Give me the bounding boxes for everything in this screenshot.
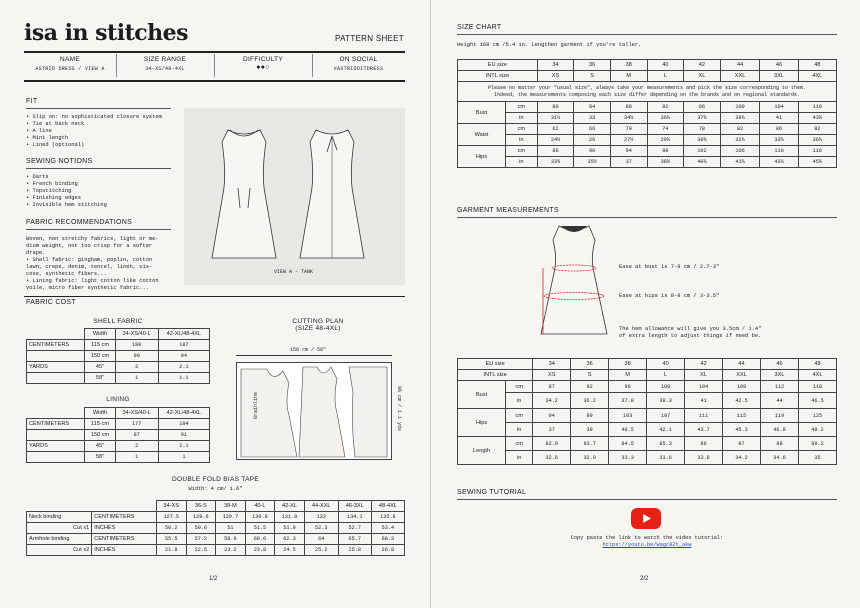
bias-subtitle: Width: 4 cm/ 1.6" — [188, 486, 243, 492]
tutorial-link[interactable]: https://youtu.be/Wagc8Zt_akw — [602, 542, 692, 548]
size-note: Please no matter your "usual size", always take your measurements and pick the size corresponding to them. Indeed, the measurements composing each size differ depending on the brands and on regional standards. — [458, 82, 837, 102]
tutorial-title: SEWING TUTORIAL — [457, 489, 527, 496]
page-number: 2/2 — [640, 576, 649, 582]
garment-illustration — [529, 222, 619, 342]
header-social: ON SOCIAL #ASTRIDDITDRESS — [333, 56, 384, 72]
brand-logo: isa in stitches — [24, 20, 189, 46]
cutting-plan-diagram — [236, 362, 392, 460]
hips-ease-note: Ease at hips is 8-9 cm / 3-3.5" — [619, 293, 720, 299]
lining-table: Width 34-XS/40-L 42-XL/48-4XL CENTIMETERS 115 cm 177 184 150 cm 87 91 YARDS 45" 2 2.1 58" 1 1 — [26, 407, 210, 463]
header-size-range: SIZE RANGE 34-XS/48-4XL — [143, 56, 187, 72]
fabric-cost-title: FABRIC COST — [26, 299, 76, 306]
youtube-play-icon[interactable] — [631, 508, 661, 529]
size-chart-table: EU size 34 36 38 40 42 44 46 48 INTL size XS S M L XL XXL 3XL 4XL Please no matter your "usual size", always take your measurements and pick the size corresponding to them. Indeed, the measurements composing each size differ depending on the brands and on regional standards. Bust cm 80 84 88 92 96 100 104 110 in 31½ 33 34½ 36¼ 37¾ 39¼ 41 43¾ Waist cm 62 66 70 74 78 82 86 92 in 24½ 26 27½ 29¼ 30¾ 32¼ 33¾ 36¼ Hips cm 86 90 94 98 102 106 110 116 in 33¾ 35½ 37 38½ 40¼ 41¾ 43¼ 45¾ — [457, 59, 837, 168]
lining-title: LINING — [106, 396, 130, 403]
fabric-text: Woven, non stretchy fabrics, light or me- dium weight, not too crisp for a softer drape. • Shell fabric: gingham, poplin, cotton lawn, crepe, denim, tencel, linen, vis- cose, synthetic fibers... • Lining fabric: light cotton like cotton voile, micro fiber synthetic fabric... — [26, 236, 159, 291]
page-2 — [430, 0, 860, 608]
bias-title: DOUBLE FOLD BIAS TAPE — [172, 476, 259, 483]
cutting-plan-title: CUTTING PLAN (SIZE 48-4XL) — [292, 318, 344, 332]
size-chart-title: SIZE CHART — [457, 24, 502, 31]
fit-list: • Slip on: no sophisticated closure system • Tie at back neck • A line • Mini length • Lined (optional) — [26, 114, 162, 148]
garment-title: GARMENT MEASUREMENTS — [457, 207, 559, 214]
height-note: Height 168 cm /5.4 in. Lengthen garment if you're taller. — [457, 42, 642, 48]
cutting-length-label: 96 cm / 1.1 yds — [396, 386, 402, 432]
grainline-label: Grainline — [253, 391, 259, 419]
garment-table: EU size 34 36 38 40 42 44 46 48 INTL size XS S M L XL XXL 3XL 4XL Bust cm 87 92 96 100 104 108 112 118 in 34.2 36.2 37.8 39.3 41 42.5 44 46.5 Hips cm 94 99 103 107 111 115 119 125 in 37 39 40.5 42.1 43.7 45.3 46.8 49.2 Length cm 82.9 83.7 84.5 85.3 86 87 88 89.2 in 32.6 32.9 33.3 33.6 33.8 34.2 34.6 35 — [457, 358, 837, 465]
page-number: 1/2 — [209, 576, 218, 582]
notions-title: SEWING NOTIONS — [26, 158, 93, 165]
cutting-width-label: 150 cm / 58" — [290, 347, 327, 353]
hem-note: The hem allowance will give you 3.5cm / 1.4" of extra length to adjust things if need be. — [619, 326, 762, 339]
doc-type: PATTERN SHEET — [335, 34, 404, 43]
view-a-illustration — [184, 108, 405, 285]
header-name: NAME ASTRID DRESS / VIEW A — [35, 56, 105, 72]
fabric-title: FABRIC RECOMMENDATIONS — [26, 219, 133, 226]
fit-title: FIT — [26, 98, 38, 105]
bias-table: 34-XS 36-S 38-M 40-L 42-XL 44-XXL 46-3XL 48-4XL Neck binding CENTIMETERS 127.5 128.6 129.7 130.8 131.9 133 134.1 135.8 Cut x1 INCHES 50.2 50.6 51 51.5 51.9 52.3 52.7 53.4 Armhole binding CENTIMETERS 55.5 57.2 58.9 60.6 62.3 64 65.7 68.3 Cut x2 INCHES 21.8 22.5 23.2 23.8 24.5 25.2 25.8 26.8 — [26, 500, 405, 556]
view-caption: VIEW A - TANK — [274, 269, 314, 275]
notions-list: • Darts • French binding • Topstitching • Finishing edges • Invisible hem stitching — [26, 174, 107, 208]
header-difficulty: DIFFICULTY ●●○ — [242, 56, 284, 72]
bust-ease-note: Ease at bust is 7-8 cm / 2.7-3" — [619, 264, 720, 270]
shell-fabric-title: SHELL FABRIC — [93, 318, 143, 325]
shell-fabric-table: Width 34-XS/40-L 42-XL/48-4XL CENTIMETERS 115 cm 180 187 150 cm 90 94 YARDS 45" 2 2.1 58" 1 1.1 — [26, 328, 210, 384]
tutorial-text: Copy paste the link to watch the video tutorial: — [570, 535, 724, 541]
